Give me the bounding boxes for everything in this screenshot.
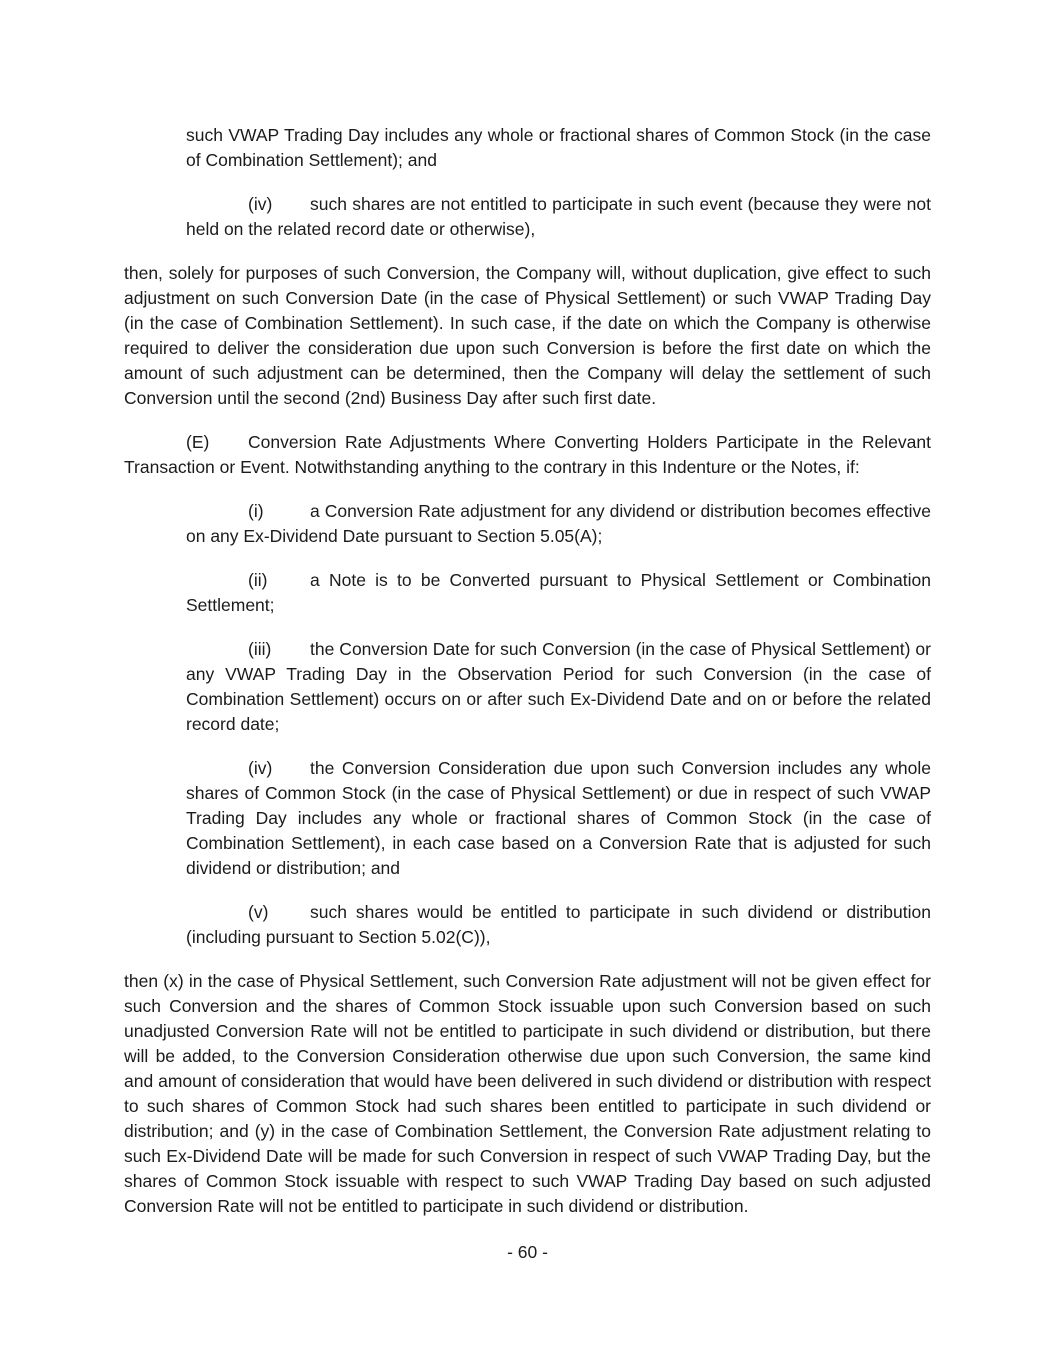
paragraph-text: the Conversion Consideration due upon such Conversion includes any whole shares of Common Stock (in the case of Physical Settlement) or due in respect of such VWAP Trading Day includes any whole or fractional shares of Common Stock (in the case of Combination Settlement), in each case based on a Conversion Rate that is adjusted for such dividend or distribution; and xyxy=(186,758,931,878)
paragraph-item-iii xyxy=(186,637,931,737)
paragraph-item-i xyxy=(186,499,931,549)
paragraph-text: a Conversion Rate adjustment for any dividend or distribution becomes effective on any Ex-Dividend Date pursuant to Section 5.05(A); xyxy=(186,501,931,546)
section-label: (E) xyxy=(186,432,210,452)
item-label: (i) xyxy=(248,501,264,521)
paragraph-then-clause xyxy=(124,261,931,411)
item-label: (iv) xyxy=(248,758,273,778)
paragraph-section-e xyxy=(124,430,931,480)
paragraph-text: such shares would be entitled to participate in such dividend or distribution (including pursuant to Section 5.02(C)), xyxy=(186,902,931,947)
paragraph-item-ii xyxy=(186,568,931,618)
item-label: (iv) xyxy=(248,194,273,214)
item-label: (ii) xyxy=(248,570,268,590)
paragraph-text: a Note is to be Converted pursuant to Physical Settlement or Combination Settlement; xyxy=(186,570,931,615)
paragraph-text: Conversion Rate Adjustments Where Converting Holders Participate in the Relevant Transaction or Event. Notwithstanding anything to the contrary in this Indenture or the Notes, if: xyxy=(124,432,931,477)
paragraph-text: the Conversion Date for such Conversion (in the case of Physical Settlement) or any VWAP Trading Day in the Observation Period for such Conversion (in the case of Combination Settlement) occurs on or after such Ex-Dividend Date and on or before the related record date; xyxy=(186,639,931,734)
paragraph-item-iii-continuation xyxy=(186,123,931,173)
paragraph-item-iv-2 xyxy=(186,756,931,881)
paragraph-text: then, solely for purposes of such Conversion, the Company will, without duplication, give effect to such adjustment on such Conversion Date (in the case of Physical Settlement) or such VWAP Trading Day (in the case of Combination Settlement). In such case, if the date on which the Company is otherwise required to deliver the consideration due upon such Conversion is before the first date on which the amount of such adjustment can be determined, then the Company will delay the settlement of such Conversion until the second (2nd) Business Day after such first date. xyxy=(124,263,931,408)
paragraph-text: such shares are not entitled to participate in such event (because they were not held on the related record date or otherwise), xyxy=(186,194,931,239)
paragraph-text: such VWAP Trading Day includes any whole or fractional shares of Common Stock (in the case of Combination Settlement); and xyxy=(186,125,931,170)
paragraph-item-iv xyxy=(186,192,931,242)
paragraph-then-xy-clause xyxy=(124,969,931,1219)
item-label: (v) xyxy=(248,902,269,922)
item-label: (iii) xyxy=(248,639,272,659)
paragraph-item-v xyxy=(186,900,931,950)
paragraph-text: then (x) in the case of Physical Settlement, such Conversion Rate adjustment will not be given effect for such Conversion and the shares of Common Stock issuable upon such Conversion based on such unadjusted Conversion Rate will not be entitled to participate in such dividend or distribution, but there will be added, to the Conversion Consideration otherwise due upon such Conversion, the same kind and amount of consideration that would have been delivered in such dividend or distribution with respect to such shares of Common Stock had such shares been entitled to participate in such dividend or distribution; and (y) in the case of Combination Settlement, the Conversion Rate adjustment relating to such Ex-Dividend Date will be made for such Conversion in respect of such VWAP Trading Day, but the shares of Common Stock issuable with respect to such VWAP Trading Day based on such adjusted Conversion Rate will not be entitled to participate in such dividend or distribution. xyxy=(124,971,931,1216)
page-number: - 60 - xyxy=(507,1242,548,1262)
